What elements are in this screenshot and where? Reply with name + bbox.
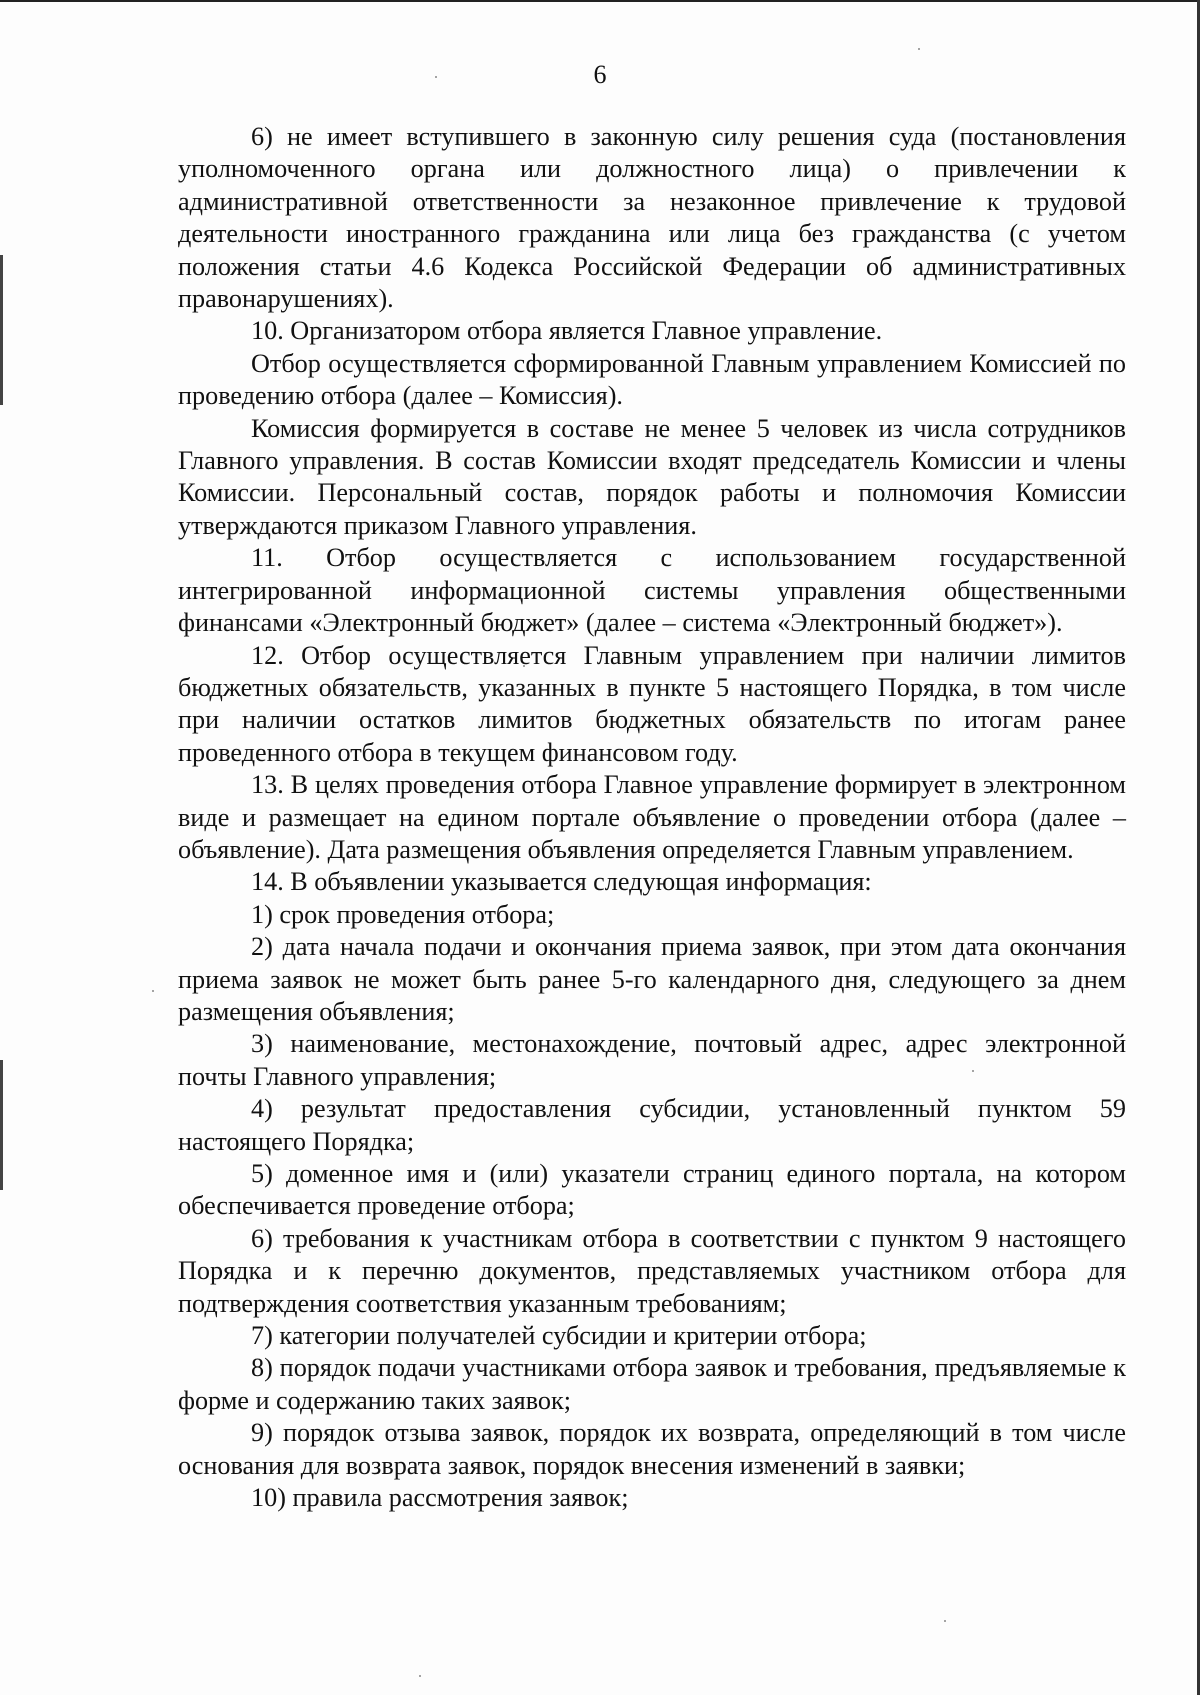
scan-edge-left xyxy=(0,1060,3,1190)
paragraph: 13. В целях проведения отбора Главное управление формирует в электронном виде и размещает на едином портале объявление о проведении отбора (далее – объявление). Дата размещения объявления определяется Главным управлением. xyxy=(178,770,1126,864)
paragraph: 12. Отбор осуществляется Главным управлением при наличии лимитов бюджетных обязательств, указанных в пункте 5 настоящего Порядка, в том числе при наличии остатков лимитов бюджетных обязательств по итогам ранее проведенного отбора в текущем финансовом году. xyxy=(178,640,1126,767)
paragraph: Комиссия формируется в составе не менее 5 человек из числа сотрудников Главного управления. В состав Комиссии входят председатель Комиссии и члены Комиссии. Персональный состав, порядок работы и полномочия Комиссии утверждаются приказом Главного управления. xyxy=(178,413,1126,540)
scan-speck xyxy=(419,1675,421,1677)
list-item: 10) правила рассмотрения заявок; xyxy=(251,1483,629,1513)
scan-edge-top xyxy=(0,0,1200,2)
scan-speck xyxy=(918,48,920,50)
page-number: 6 xyxy=(593,60,607,89)
list-item: 9) порядок отзыва заявок, порядок их возврата, определяющий в том числе основания для возврата заявок, порядок внесения изменений в заявки; xyxy=(178,1418,1126,1480)
paragraph: 6) не имеет вступившего в законную силу решения суда (постановления уполномоченного органа или должностного лица) о привлечении к административной ответственности за незаконное привлечение к трудовой деятельности иностранного гражданина или лица без гражданства (с учетом положения статьи 4.6 Кодекса Российской Федерации об административных правонарушениях). xyxy=(178,122,1126,314)
list-item: 4) результат предоставления субсидии, установленный пунктом 59 настоящего Порядка; xyxy=(178,1094,1126,1156)
scan-speck xyxy=(944,1620,946,1622)
list-item: 5) доменное имя и (или) указатели страниц единого портала, на котором обеспечивается проведение отбора; xyxy=(178,1159,1126,1221)
document-body xyxy=(178,121,1126,1514)
list-item: 2) дата начала подачи и окончания приема заявок, при этом дата окончания приема заявок не может быть ранее 5-го календарного дня, следующего за днем размещения объявления; xyxy=(178,932,1126,1026)
scan-speck xyxy=(152,990,154,992)
list-item: 8) порядок подачи участниками отбора заявок и требования, предъявляемые к форме и содержанию таких заявок; xyxy=(178,1353,1126,1415)
paragraph: 11. Отбор осуществляется с использованием государственной интегрированной информационной системы управления общественными финансами «Электронный бюджет» (далее – система «Электронный бюджет»). xyxy=(178,543,1126,638)
paragraph: Отбор осуществляется сформированной Главным управлением Комиссией по проведению отбора (далее – Комиссия). xyxy=(178,348,1126,411)
list-item: 7) категории получателей субсидии и критерии отбора; xyxy=(251,1321,867,1351)
paragraph: 14. В объявлении указывается следующая информация: xyxy=(251,867,872,897)
scan-edge-left xyxy=(0,255,3,405)
list-item: 6) требования к участникам отбора в соответствии с пунктом 9 настоящего Порядка и к перечню документов, представляемых участником отбора для подтверждения соответствия указанным требованиям; xyxy=(178,1223,1126,1318)
list-item: 1) срок проведения отбора; xyxy=(251,899,555,929)
paragraph: 10. Организатором отбора является Главное управление. xyxy=(251,316,883,346)
list-item: 3) наименование, местонахождение, почтовый адрес, адрес электронной почты Главного управления; xyxy=(178,1029,1126,1091)
